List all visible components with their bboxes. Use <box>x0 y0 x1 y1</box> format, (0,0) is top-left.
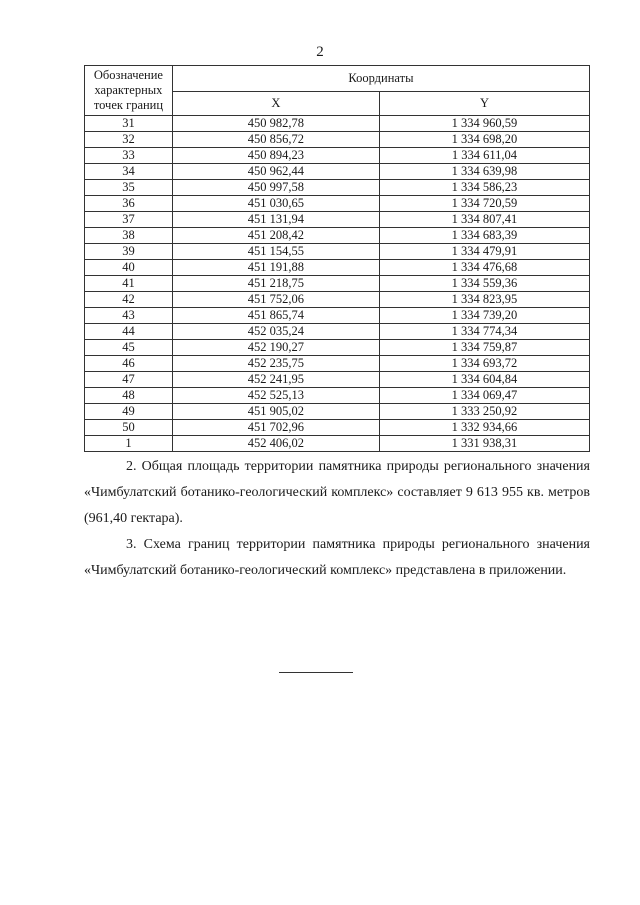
cell-x: 450 982,78 <box>172 116 379 132</box>
paragraph-scheme <box>84 532 590 584</box>
cell-point: 41 <box>85 276 173 292</box>
cell-x: 451 154,55 <box>172 244 379 260</box>
cell-x: 450 997,58 <box>172 180 379 196</box>
header-point-label: Обозначение характерных точек границ <box>85 66 173 116</box>
cell-point: 48 <box>85 388 173 404</box>
cell-x: 452 241,95 <box>172 372 379 388</box>
table-row <box>85 324 590 340</box>
table-row <box>85 260 590 276</box>
cell-x: 451 218,75 <box>172 276 379 292</box>
table-row <box>85 388 590 404</box>
cell-point: 42 <box>85 292 173 308</box>
cell-point: 49 <box>85 404 173 420</box>
header-y: Y <box>379 92 589 116</box>
table-row <box>85 180 590 196</box>
table-row <box>85 196 590 212</box>
table-row <box>85 228 590 244</box>
cell-x: 451 702,96 <box>172 420 379 436</box>
cell-point: 46 <box>85 356 173 372</box>
table-row <box>85 372 590 388</box>
table-row <box>85 164 590 180</box>
table-row <box>85 148 590 164</box>
cell-x: 452 406,02 <box>172 436 379 452</box>
cell-y: 1 334 739,20 <box>379 308 589 324</box>
table-row <box>85 244 590 260</box>
cell-point: 39 <box>85 244 173 260</box>
cell-point: 40 <box>85 260 173 276</box>
cell-x: 451 131,94 <box>172 212 379 228</box>
cell-point: 43 <box>85 308 173 324</box>
cell-y: 1 334 611,04 <box>379 148 589 164</box>
cell-x: 451 905,02 <box>172 404 379 420</box>
cell-x: 451 030,65 <box>172 196 379 212</box>
table-row <box>85 404 590 420</box>
cell-y: 1 334 586,23 <box>379 180 589 196</box>
cell-y: 1 334 720,59 <box>379 196 589 212</box>
cell-x: 451 208,42 <box>172 228 379 244</box>
cell-point: 45 <box>85 340 173 356</box>
table-row <box>85 276 590 292</box>
cell-y: 1 334 960,59 <box>379 116 589 132</box>
cell-y: 1 334 683,39 <box>379 228 589 244</box>
cell-y: 1 333 250,92 <box>379 404 589 420</box>
cell-x: 451 752,06 <box>172 292 379 308</box>
cell-y: 1 334 774,34 <box>379 324 589 340</box>
cell-x: 452 525,13 <box>172 388 379 404</box>
cell-x: 452 235,75 <box>172 356 379 372</box>
table-row <box>85 116 590 132</box>
paragraph-3: 3. Схема границ территории памятника природы регионального значения «Чимбулатский ботанико-геологический комплекс» представлена в приложении. <box>84 537 590 578</box>
table-row <box>85 340 590 356</box>
cell-point: 37 <box>85 212 173 228</box>
table-row <box>85 212 590 228</box>
cell-point: 36 <box>85 196 173 212</box>
cell-point: 33 <box>85 148 173 164</box>
separator-line <box>279 672 353 673</box>
cell-y: 1 334 604,84 <box>379 372 589 388</box>
table-row <box>85 132 590 148</box>
header-x: X <box>172 92 379 116</box>
cell-x: 452 035,24 <box>172 324 379 340</box>
cell-point: 47 <box>85 372 173 388</box>
table-body <box>85 116 590 452</box>
cell-y: 1 334 807,41 <box>379 212 589 228</box>
table-row <box>85 308 590 324</box>
paragraph-area <box>84 454 590 532</box>
cell-point: 31 <box>85 116 173 132</box>
cell-point: 44 <box>85 324 173 340</box>
cell-y: 1 334 759,87 <box>379 340 589 356</box>
cell-y: 1 334 476,68 <box>379 260 589 276</box>
header-coordinates: Координаты <box>172 66 589 92</box>
cell-point: 50 <box>85 420 173 436</box>
cell-x: 452 190,27 <box>172 340 379 356</box>
cell-y: 1 334 559,36 <box>379 276 589 292</box>
table-row <box>85 292 590 308</box>
cell-y: 1 334 639,98 <box>379 164 589 180</box>
cell-x: 450 962,44 <box>172 164 379 180</box>
page-number: 2 <box>316 44 324 60</box>
cell-x: 450 856,72 <box>172 132 379 148</box>
cell-point: 1 <box>85 436 173 452</box>
cell-x: 451 191,88 <box>172 260 379 276</box>
cell-point: 38 <box>85 228 173 244</box>
cell-y: 1 334 698,20 <box>379 132 589 148</box>
cell-point: 32 <box>85 132 173 148</box>
cell-point: 35 <box>85 180 173 196</box>
cell-point: 34 <box>85 164 173 180</box>
paragraph-2: 2. Общая площадь территории памятника природы регионального значения «Чимбулатский ботанико-геологический комплекс» составляет 9 613 955 кв. метров (961,40 гектара). <box>84 459 590 526</box>
cell-y: 1 334 693,72 <box>379 356 589 372</box>
cell-y: 1 334 479,91 <box>379 244 589 260</box>
cell-x: 451 865,74 <box>172 308 379 324</box>
cell-y: 1 332 934,66 <box>379 420 589 436</box>
table-row <box>85 420 590 436</box>
cell-x: 450 894,23 <box>172 148 379 164</box>
cell-y: 1 331 938,31 <box>379 436 589 452</box>
coordinates-table <box>84 65 590 452</box>
table-row <box>85 436 590 452</box>
table-row <box>85 356 590 372</box>
cell-y: 1 334 069,47 <box>379 388 589 404</box>
cell-y: 1 334 823,95 <box>379 292 589 308</box>
